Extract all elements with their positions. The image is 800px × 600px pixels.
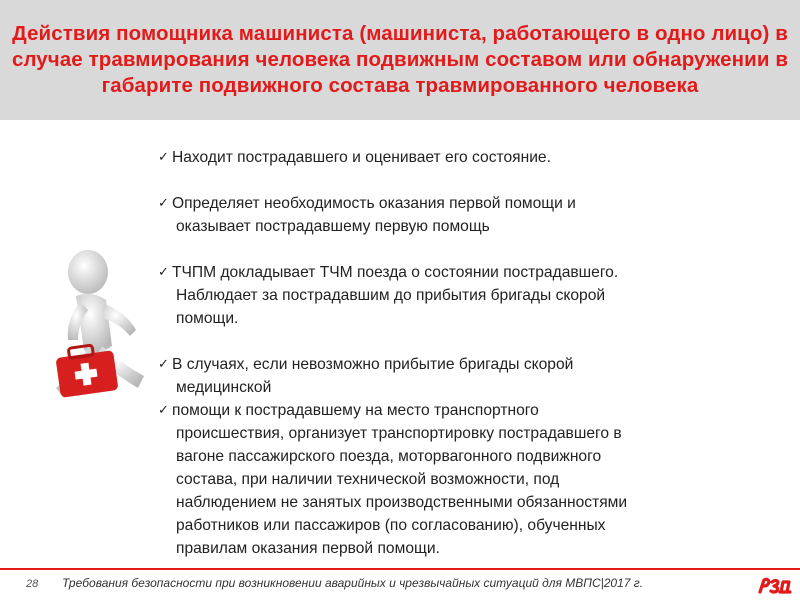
list-item-continuation: помощи.	[176, 310, 239, 327]
list-item	[158, 261, 758, 330]
instruction-list	[158, 146, 758, 560]
list-item-continuation: происшествия, организует транспортировку пострадавшего в	[176, 425, 622, 442]
list-item-continuation: Наблюдает за пострадавшим до прибытия бригады скорой	[176, 287, 606, 304]
running-figure-first-aid-kit-icon	[26, 238, 166, 418]
check-bullet-icon: ✓	[158, 196, 169, 211]
header-band	[0, 0, 800, 120]
list-item-continuation: правилам оказания первой помощи.	[176, 540, 440, 557]
slide-title: Действия помощника машиниста (машиниста, работающего в одно лицо) в случае травмирования человека подвижным составом или обнаружении в габарите подвижного состава травмированного человека	[11, 22, 789, 97]
list-item-continuation: оказывает пострадавшему первую помощь	[176, 218, 490, 235]
list-item	[158, 353, 758, 399]
list-item-continuation: вагоне пассажирского поезда, моторвагонного подвижного	[176, 448, 602, 465]
list-item	[158, 146, 758, 169]
list-spacer	[158, 238, 758, 261]
footer-caption: Требования безопасности при возникновении аварийных и чрезвычайных ситуаций для МВПС|2017 г.	[62, 576, 644, 590]
rzd-logo	[756, 574, 792, 596]
list-item-continuation: наблюдением не занятых производственными обязанностями	[176, 494, 628, 511]
list-item-text: ТЧПМ докладывает ТЧМ поезда о состоянии пострадавшего.	[172, 264, 619, 281]
check-bullet-icon: ✓	[158, 150, 169, 165]
list-spacer	[158, 330, 758, 353]
list-item-text: Находит пострадавшего и оценивает его состояние.	[172, 149, 551, 166]
check-bullet-icon: ✓	[158, 357, 169, 372]
list-item-text: помощи к пострадавшему на место транспортного	[172, 402, 539, 419]
list-item	[158, 399, 758, 560]
list-item-text: В случаях, если невозможно прибытие бригады скорой	[172, 356, 574, 373]
list-item-text: Определяет необходимость оказания первой помощи и	[172, 195, 576, 212]
list-item-continuation: медицинской	[176, 379, 272, 396]
list-item-continuation: состава, при наличии технической возможности, под	[176, 471, 560, 488]
list-spacer	[158, 169, 758, 192]
check-bullet-icon: ✓	[158, 403, 169, 418]
check-bullet-icon: ✓	[158, 265, 169, 280]
list-item-continuation: работников или пассажиров (по согласованию), обученных	[176, 517, 606, 534]
page-number: 28	[26, 578, 39, 590]
list-item	[158, 192, 758, 238]
footer-divider	[0, 568, 800, 570]
